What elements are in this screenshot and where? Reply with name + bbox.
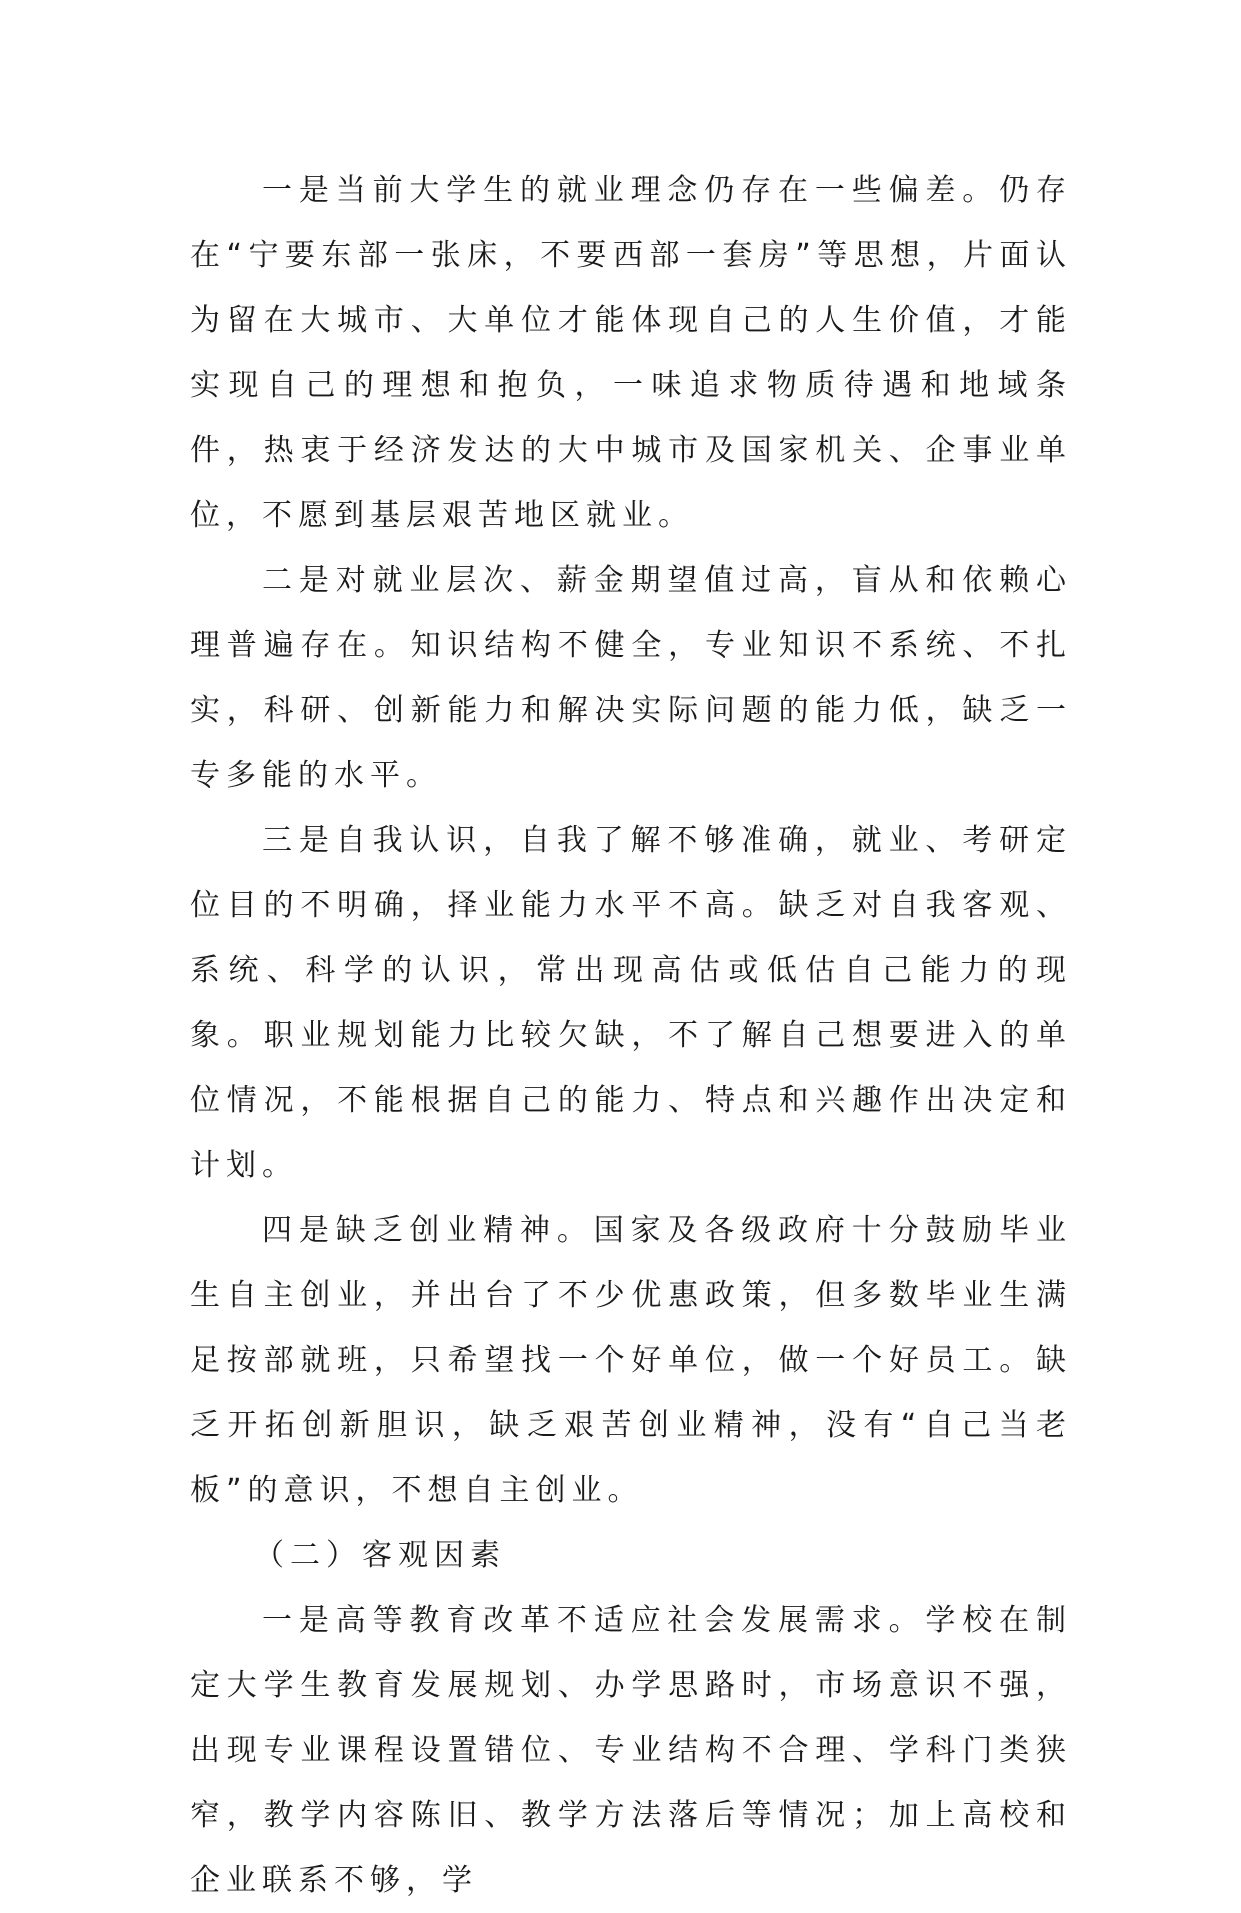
section-heading-objective-factors: （二）客观因素 xyxy=(254,1538,506,1573)
document-body xyxy=(190,158,1072,1913)
paragraph-subjective-factor-1: 一是当前大学生的就业理念仍存在一些偏差。仍存在“宁要东部一张床，不要西部一套房”等思想，片面认为留在大城市、大单位才能体现自己的人生价值，才能实现自己的理想和抱负，一味追求物质待遇和地域条件，热衷于经济发达的大中城市及国家机关、企事业单位，不愿到基层艰苦地区就业。 xyxy=(190,173,1072,533)
paragraph-subjective-factor-3: 三是自我认识，自我了解不够准确，就业、考研定位目的不明确，择业能力水平不高。缺乏对自我客观、系统、科学的认识，常出现高估或低估自己能力的现象。职业规划能力比较欠缺，不了解自己想要进入的单位情况，不能根据自己的能力、特点和兴趣作出决定和计划。 xyxy=(190,823,1072,1183)
paragraph-objective-factor-1: 一是高等教育改革不适应社会发展需求。学校在制定大学生教育发展规划、办学思路时，市场意识不强，出现专业课程设置错位、专业结构不合理、学科门类狭窄，教学内容陈旧、教学方法落后等情况；加上高校和企业联系不够，学 xyxy=(190,1603,1072,1898)
paragraph-subjective-factor-4: 四是缺乏创业精神。国家及各级政府十分鼓励毕业生自主创业，并出台了不少优惠政策，但多数毕业生满足按部就班，只希望找一个好单位，做一个好员工。缺乏开拓创新胆识，缺乏艰苦创业精神，没有“自己当老板”的意识，不想自主创业。 xyxy=(190,1213,1072,1508)
paragraph-subjective-factor-2: 二是对就业层次、薪金期望值过高，盲从和依赖心理普遍存在。知识结构不健全，专业知识不系统、不扎实，科研、创新能力和解决实际问题的能力低，缺乏一专多能的水平。 xyxy=(190,563,1072,793)
